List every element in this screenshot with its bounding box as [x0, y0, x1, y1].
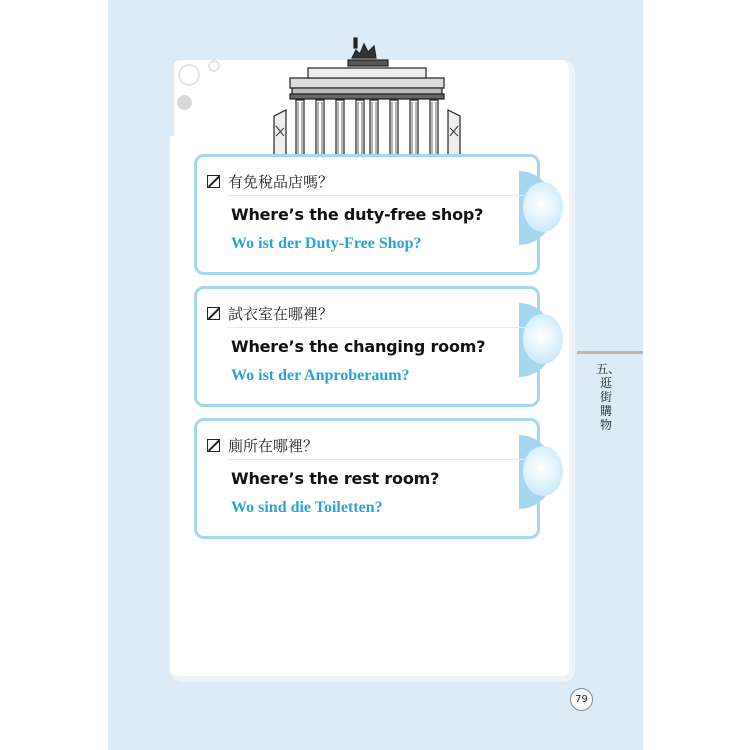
chinese-phrase: 廁所在哪裡？: [228, 437, 319, 455]
german-phrase: Wo sind die Toiletten?: [231, 499, 383, 516]
decor-dot: [208, 60, 220, 72]
english-phrase: Where’s the changing room?: [231, 337, 486, 356]
panel-tab: [108, 60, 174, 136]
question-row: [207, 435, 318, 456]
checkbox-icon[interactable]: [207, 307, 220, 320]
question-row: [207, 303, 333, 324]
chinese-phrase: 有免稅品店嗎？: [228, 173, 334, 191]
brandenburg-gate-illustration: [272, 36, 462, 156]
phrase-card: [194, 286, 540, 407]
divider: [227, 327, 529, 328]
phrase-card: [194, 154, 540, 275]
chinese-phrase: 試衣室在哪裡？: [228, 305, 334, 323]
chapter-label: 五、逛街購物: [596, 362, 621, 432]
page-number: 79: [570, 688, 593, 711]
card-bubble: [523, 314, 563, 364]
divider: [227, 459, 529, 460]
german-phrase: Wo ist der Anproberaum?: [231, 367, 410, 384]
decor-dot: [177, 95, 192, 110]
english-phrase: Where’s the duty-free shop?: [231, 205, 484, 224]
card-bubble: [523, 182, 563, 232]
card-bubble: [523, 446, 563, 496]
german-phrase: Wo ist der Duty-Free Shop?: [231, 235, 422, 252]
checkbox-icon[interactable]: [207, 175, 220, 188]
question-row: [207, 171, 333, 192]
checkbox-icon[interactable]: [207, 439, 220, 452]
divider: [227, 195, 529, 196]
decor-dot: [178, 64, 200, 86]
english-phrase: Where’s the rest room?: [231, 469, 440, 488]
side-divider: [577, 351, 643, 354]
phrase-card: [194, 418, 540, 539]
